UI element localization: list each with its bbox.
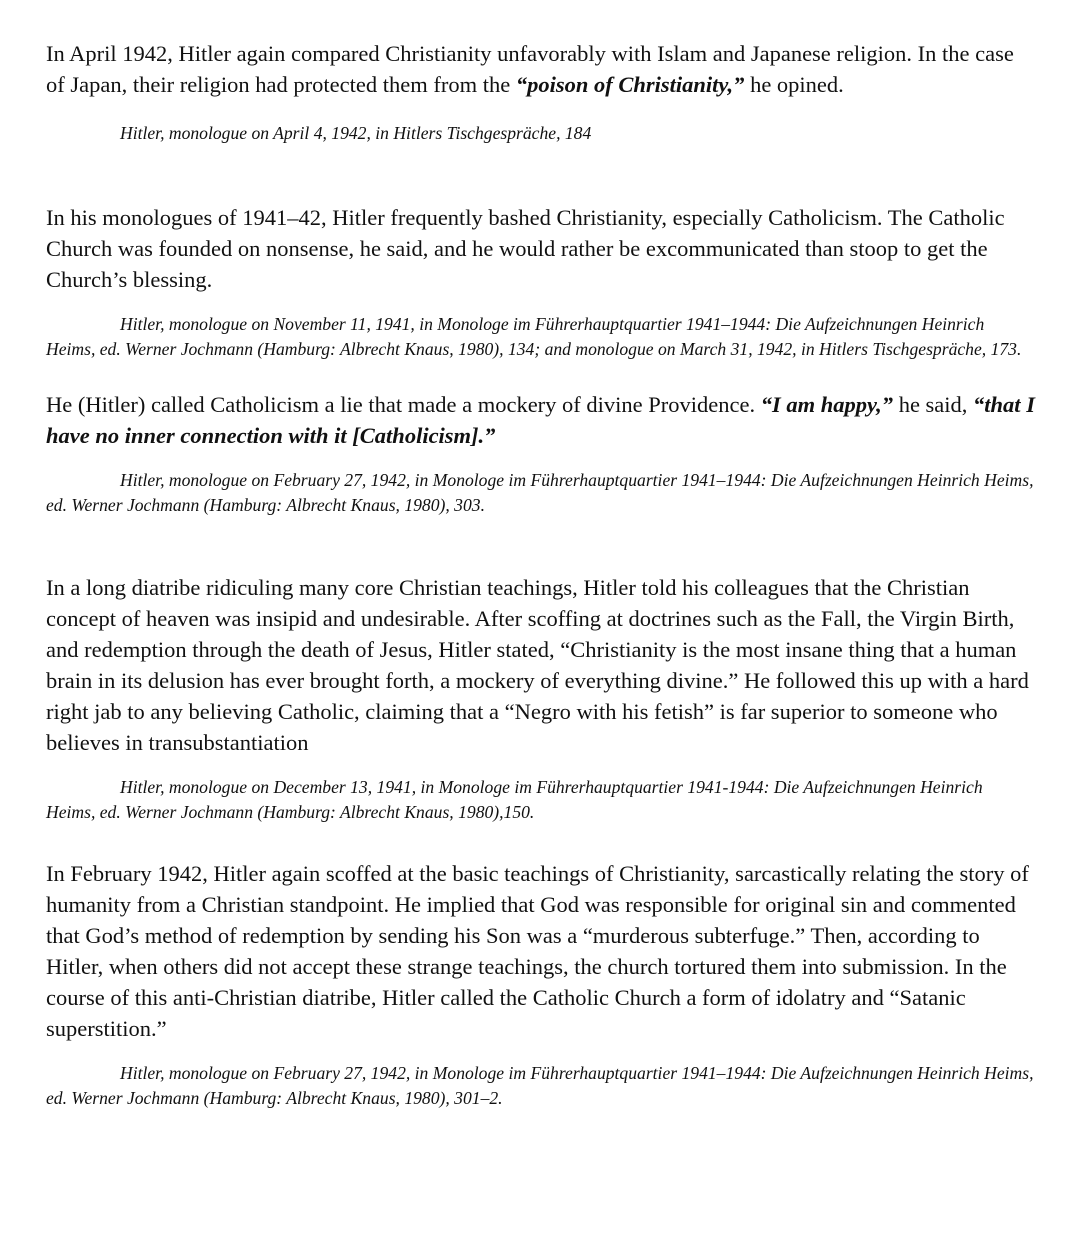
paragraph <box>46 38 1036 100</box>
quote-section <box>46 38 1036 146</box>
quote-section <box>46 572 1036 825</box>
citation: Hitler, monologue on November 11, 1941, in Monologe im Führerhauptquartier 1941–1944: Die Aufzeichnungen Heinrich Heims, ed. Werner Jochmann (Hamburg: Albrecht Knaus, 1980), 134; and monologue on March 31, 1942, in Hitlers Tischgespräche, 173. <box>46 314 1022 359</box>
quote-section <box>46 858 1036 1111</box>
citation: Hitler, monologue on December 13, 1941, in Monologe im Führerhauptquartier 1941-1944: Die Aufzeichnungen Heinrich Heims, ed. Werner Jochmann (Hamburg: Albrecht Knaus, 1980),150. <box>46 777 983 822</box>
citation: Hitler, monologue on February 27, 1942, in Monologe im Führerhauptquartier 1941–1944: Die Aufzeichnungen Heinrich Heims, ed. Werner Jochmann (Hamburg: Albrecht Knaus, 1980), 301–2. <box>46 1063 1034 1108</box>
emphasized-quote: “I am happy,” <box>760 392 894 417</box>
document-page <box>46 38 1036 1111</box>
citation: Hitler, monologue on April 4, 1942, in Hitlers Tischgespräche, 184 <box>120 123 592 143</box>
paragraph-text: he said, <box>893 392 974 417</box>
emphasized-quote: “poison of Christianity,” <box>515 72 745 97</box>
quote-section <box>46 202 1036 362</box>
paragraph-text: he opined. <box>744 72 844 97</box>
paragraph-text: He (Hitler) called Catholicism a lie that made a mockery of divine Providence. <box>46 392 761 417</box>
paragraph: In his monologues of 1941–42, Hitler frequently bashed Christianity, especially Catholicism. The Catholic Church was founded on nonsense, he said, and he would rather be excommunicated than stoop to get the Church’s blessing. <box>46 205 1005 292</box>
paragraph <box>46 389 1036 451</box>
paragraph: In a long diatribe ridiculing many core Christian teachings, Hitler told his colleagues that the Christian concept of heaven was insipid and undesirable. After scoffing at doctrines such as the Fall, the Virgin Birth, and redemption through the death of Jesus, Hitler stated, “Christianity is the most insane thing that a human brain in its delusion has ever brought forth, a mockery of everything divine.” He followed this up with a hard right jab to any believing Catholic, claiming that a “Negro with his fetish” is far superior to someone who believes in transubstantiation <box>46 575 1029 755</box>
paragraph: In February 1942, Hitler again scoffed at the basic teachings of Christianity, sarcastically relating the story of humanity from a Christian standpoint. He implied that God was responsible for original sin and commented that God’s method of redemption by sending his Son was a “murderous subterfuge.” Then, according to Hitler, when others did not accept these strange teachings, the church tortured them into submission. In the course of this anti-Christian diatribe, Hitler called the Catholic Church a form of idolatry and “Satanic superstition.” <box>46 861 1029 1041</box>
citation: Hitler, monologue on February 27, 1942, in Monologe im Führerhauptquartier 1941–1944: Die Aufzeichnungen Heinrich Heims, ed. Werner Jochmann (Hamburg: Albrecht Knaus, 1980), 303. <box>46 470 1034 515</box>
emphasized-quote: “that I have no inner connection with it [Catholicism].” <box>46 392 1035 448</box>
quote-section <box>46 389 1036 518</box>
paragraph-text: In April 1942, Hitler again compared Christianity unfavorably with Islam and Japanese religion. In the case of Japan, their religion had protected them from the <box>46 41 1014 97</box>
